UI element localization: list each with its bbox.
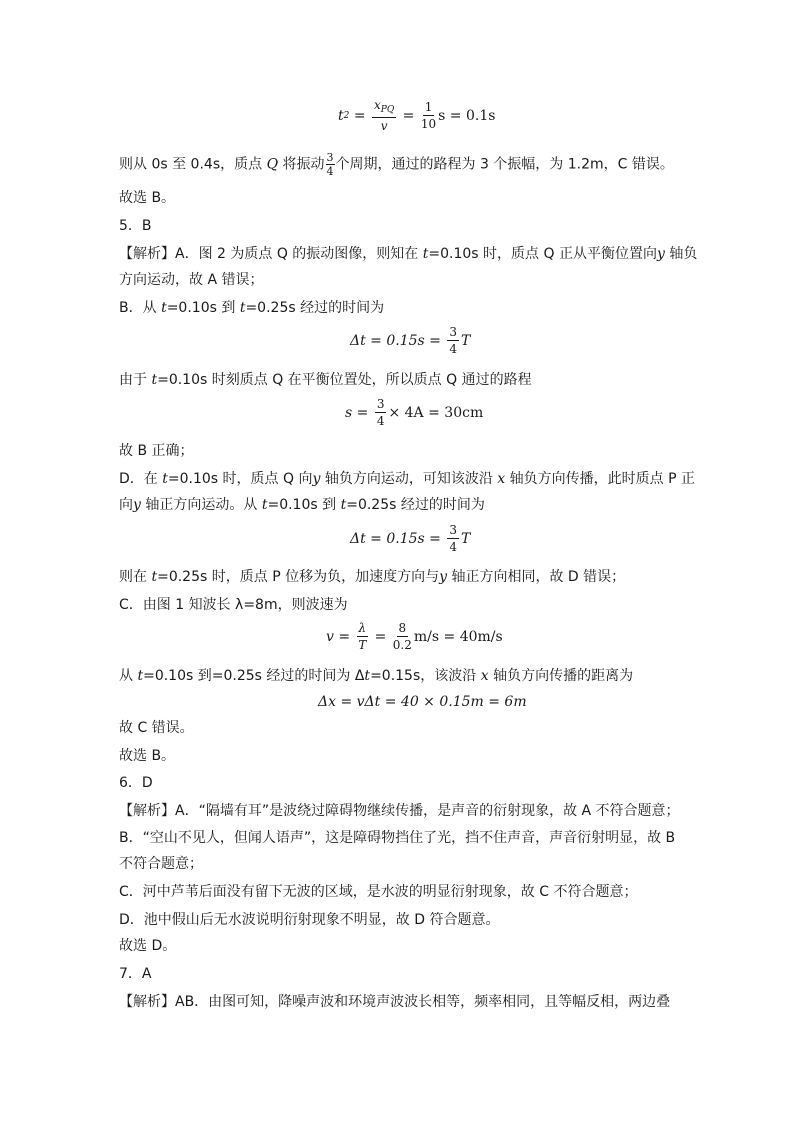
- text-line: 从 t=0.10s 到=0.25s 经过的时间为 Δt=0.15s，该波沿 x 轴负方向传播的距离为: [119, 668, 634, 684]
- text-line: 【解析】A．“隔墙有耳”是波绕过障碍物继续传播，是声音的衍射现象，故 A 不符合题意；: [119, 803, 680, 819]
- text-line: D．池中假山后无水波说明衍射现象不明显，故 D 符合题意。: [119, 912, 500, 928]
- text-line: C．由图 1 知波长 λ=8m，则波速为: [119, 597, 348, 613]
- fraction: $\frac{3}{4}$: [326, 151, 334, 178]
- text-line: 向y 轴正方向运动。从 t=0.10s 到 t=0.25s 经过的时间为: [119, 497, 485, 513]
- text-line: B．“空山不见人，但闻人语声”，这是障碍物挡住了光，挡不住声音，声音衍射明显，故 B: [119, 830, 676, 846]
- question-number: 5．B: [119, 218, 152, 234]
- text-line: 故选 B。: [119, 748, 176, 764]
- fraction: $\frac{3}{4}$: [449, 325, 457, 356]
- eq-rhs: s = 0.1s: [438, 107, 496, 124]
- text-line: 故选 D。: [119, 938, 177, 954]
- question-number: 6．D: [119, 775, 153, 791]
- text-line: D．在 t=0.10s 时，质点 Q 向y 轴负方向运动，可知该波沿 x 轴负方向传播，此时质点 P 正: [119, 471, 695, 487]
- question-number: 7．A: [119, 966, 152, 982]
- equation-dt2: Δt = 0.15s = $\frac{3}{4}$ T: [350, 523, 471, 554]
- fraction: $\frac{\lambda}{T}$: [358, 621, 367, 652]
- text-line: 故 B 正确；: [119, 443, 194, 459]
- fraction: $\frac{3}{4}$: [449, 523, 457, 554]
- equation-dt1: Δt = 0.15s = $\frac{3}{4}$ T: [350, 325, 471, 356]
- text-line: 则在 t=0.25s 时，质点 P 位移为负，加速度方向与y 轴正方向相同，故 D 错误；: [119, 569, 626, 585]
- text-line: 不符合题意；: [119, 856, 203, 872]
- fraction: $\frac{1}{10}$: [420, 100, 437, 131]
- equation-dx: Δx = vΔt = 40 × 0.15m = 6m: [318, 694, 527, 710]
- text-line: 则从 0s 至 0.4s，质点 Q 将振动 $\frac{3}{4}$ 个周期，通过的路程为 3 个振幅，为 1.2m，C 错误。: [119, 151, 674, 178]
- eq-sub: 2: [343, 110, 350, 121]
- text-line: 故选 B。: [119, 190, 176, 206]
- eq-var: t: [338, 107, 344, 124]
- equation-t2: t 2 = $\frac{x_{PQ}}{v}$ = $\frac{1}{10}$ s = 0.1s: [338, 98, 496, 133]
- fraction: $\frac{8}{0.2}$: [392, 621, 412, 652]
- text-line: B．从 t=0.10s 到 t=0.25s 经过的时间为: [119, 300, 385, 316]
- fraction: $\frac{3}{4}$: [376, 397, 385, 428]
- text-line: 【解析】AB．由图可知，降噪声波和环境声波波长相等，频率相同，且等幅反相，两边叠: [119, 994, 671, 1010]
- equation-s: s = $\frac{3}{4}$ × 4A = 30cm: [345, 397, 484, 428]
- text-line: 故 C 错误。: [119, 720, 194, 736]
- text-line: C．河中芦苇后面没有留下无波的区域，是水波的明显衍射现象，故 C 不符合题意；: [119, 884, 638, 900]
- text-line: 方向运动，故 A 错误；: [119, 272, 264, 288]
- text-line: 【解析】A．图 2 为质点 Q 的振动图像，则知在 t=0.10s 时，质点 Q 正从平衡位置向y 轴负: [119, 246, 698, 262]
- text-line: 由于 t=0.10s 时刻质点 Q 在平衡位置处，所以质点 Q 通过的路程: [119, 372, 532, 388]
- equation-v: v = $\frac{\lambda}{T}$ = $\frac{8}{0.2}$ m/s = 40m/s: [326, 621, 503, 652]
- fraction: $\frac{x_{PQ}}{v}$: [374, 98, 395, 133]
